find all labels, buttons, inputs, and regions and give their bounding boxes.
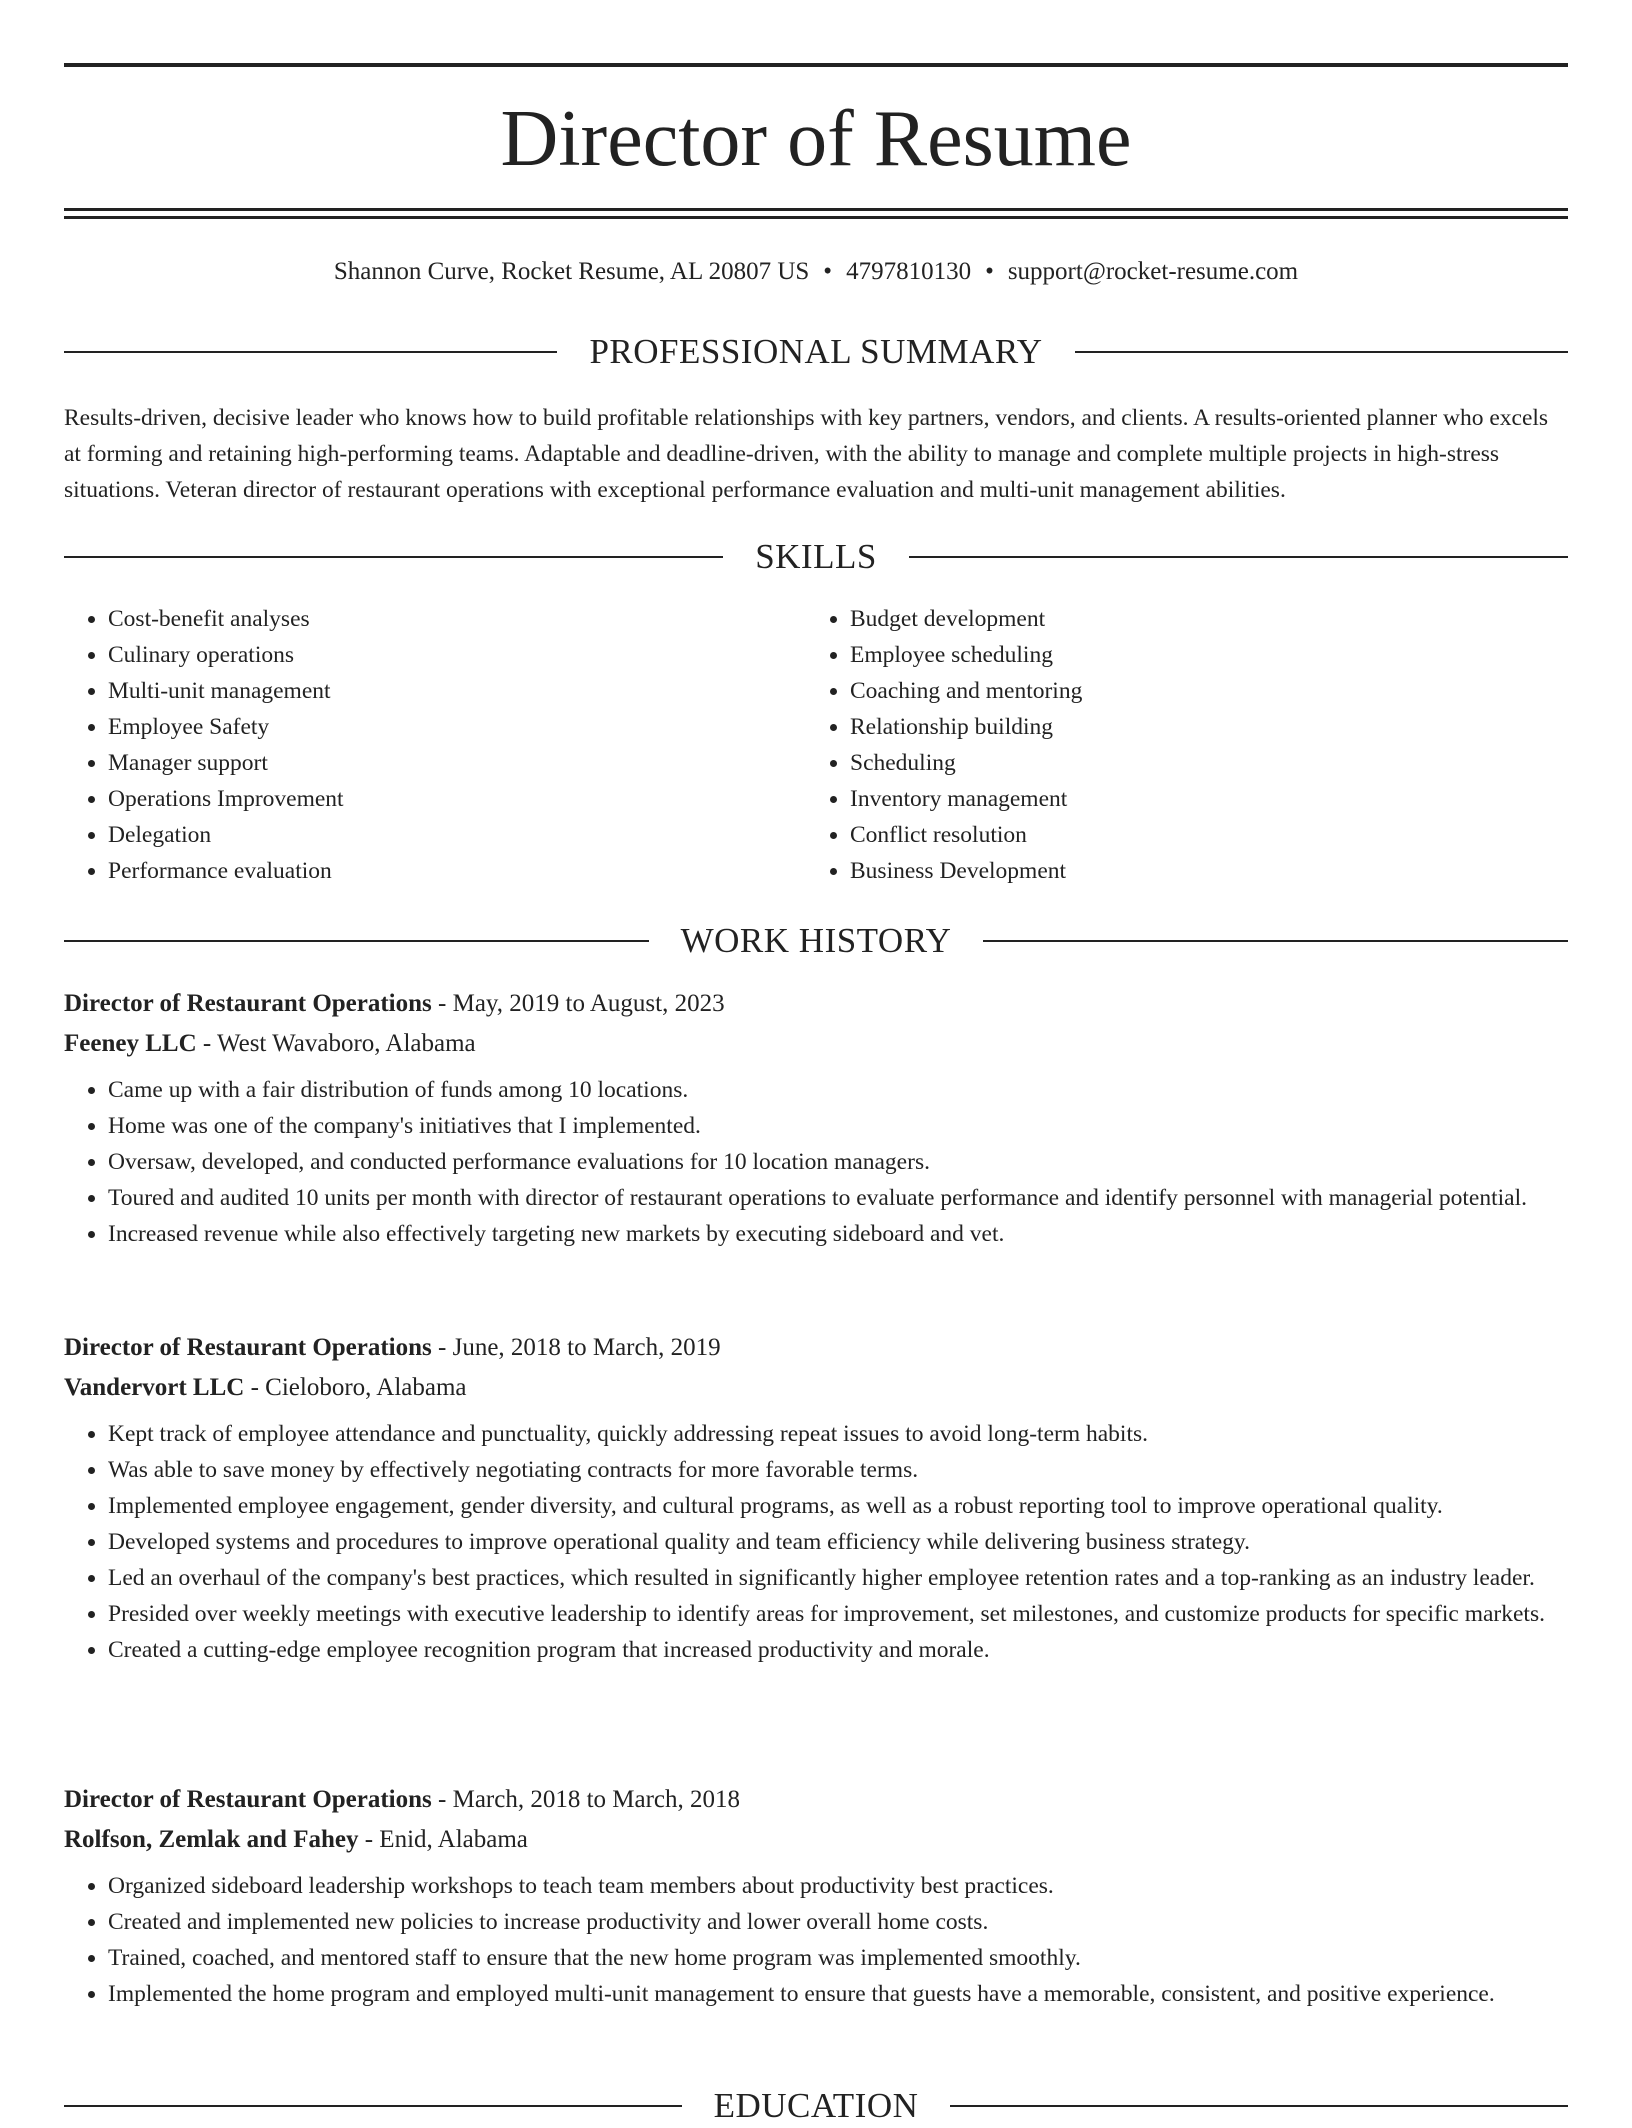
skill-item: • Conflict resolution: [850, 817, 1548, 853]
summary-text: Results-driven, decisive leader who knows how to build profitable relationships with key partners, vendors, and clients. A results-oriented planner who excels at forming and retaining high-performing teams. Adaptable and deadline-driven, with the ability to manage and complete multiple projects in high-stress situations. Veteran director of restaurant operations with exceptional performance evaluation and multi-unit management abilities.: [64, 405, 1549, 503]
job-bullet: • Developed systems and procedures to improve operational quality and team efficiency while delivering business strategy.: [108, 1524, 1568, 1560]
work-section-header: [64, 919, 1568, 963]
job-bullet: • Toured and audited 10 units per month with director of restaurant operations to evaluate performance and identify personnel with managerial potential.: [108, 1180, 1568, 1216]
job-role: Director of Restaurant Operations: [64, 1334, 432, 1361]
contact-email: support@rocket-resume.com: [1007, 258, 1299, 285]
header-bottom-rule-lower: [64, 216, 1568, 219]
skill-item: • Culinary operations: [108, 637, 806, 673]
job-role: Director of Restaurant Operations: [64, 1786, 432, 1813]
job-bullet: • Home was one of the company's initiatives that I implemented.: [108, 1108, 1568, 1144]
summary-section-title: PROFESSIONAL SUMMARY: [589, 332, 1043, 371]
skills-list: [64, 601, 1568, 889]
job-bullet: • Oversaw, developed, and conducted performance evaluations for 10 location managers.: [108, 1144, 1568, 1180]
job-bullet: • Created and implemented new policies to increase productivity and lower overall home costs.: [108, 1904, 1568, 1940]
job-bullet: • Kept track of employee attendance and punctuality, quickly addressing repeat issues to avoid long-term habits.: [108, 1416, 1568, 1452]
skill-item: • Scheduling: [850, 745, 1548, 781]
job-bullet: • Trained, coached, and mentored staff to ensure that the new home program was implemented smoothly.: [108, 1940, 1568, 1976]
job-bullets: [64, 1072, 1568, 1252]
contact-phone: 4797810130: [846, 258, 972, 285]
summary-section-header: [64, 330, 1568, 374]
job-location: - Enid, Alabama: [358, 1826, 528, 1853]
job-bullet: • Increased revenue while also effectively targeting new markets by executing sideboard and vet.: [108, 1216, 1568, 1252]
job-dates: - March, 2018 to March, 2018: [431, 1786, 741, 1813]
work-section-title: WORK HISTORY: [680, 921, 952, 960]
job-location: - West Wavaboro, Alabama: [196, 1030, 476, 1057]
skill-item: • Employee scheduling: [850, 637, 1548, 673]
job-company: Rolfson, Zemlak and Fahey: [64, 1826, 359, 1853]
skills-column-left: [64, 601, 806, 889]
education-section-header: [64, 2084, 1568, 2128]
job-bullet: • Implemented employee engagement, gender diversity, and cultural programs, as well as a robust reporting tool to improve operational quality.: [108, 1488, 1568, 1524]
skill-item: • Budget development: [850, 601, 1548, 637]
job-bullets: [64, 1416, 1568, 1668]
contact-separator: •: [985, 258, 994, 285]
job-company-line: [64, 1368, 1568, 1408]
contact-address: Shannon Curve, Rocket Resume, AL 20807 US: [333, 258, 810, 285]
job-entry: [64, 1780, 1568, 2012]
skill-item: • Multi-unit management: [108, 673, 806, 709]
job-title-line: [64, 984, 1568, 1024]
skill-item: • Business Development: [850, 853, 1548, 889]
job-bullets: [64, 1868, 1568, 2012]
header-top-rule: [64, 63, 1568, 67]
skill-item: • Performance evaluation: [108, 853, 806, 889]
skills-column-right: [806, 601, 1548, 889]
job-bullet: • Presided over weekly meetings with executive leadership to identify areas for improvement, set milestones, and customize products for specific markets.: [108, 1596, 1568, 1632]
resume-name: Director of Resume: [500, 95, 1132, 183]
skill-item: • Employee Safety: [108, 709, 806, 745]
job-title-line: [64, 1780, 1568, 1820]
skill-item: • Operations Improvement: [108, 781, 806, 817]
education-section-title: EDUCATION: [713, 2086, 919, 2125]
skill-item: • Relationship building: [850, 709, 1548, 745]
job-entry: [64, 984, 1568, 1252]
skill-item: • Inventory management: [850, 781, 1548, 817]
skill-item: • Delegation: [108, 817, 806, 853]
job-bullet: • Was able to save money by effectively negotiating contracts for more favorable terms.: [108, 1452, 1568, 1488]
job-dates: - May, 2019 to August, 2023: [431, 990, 725, 1017]
skills-section-title: SKILLS: [755, 537, 877, 576]
section-rule: [64, 2105, 682, 2107]
skills-section-header: [64, 535, 1568, 579]
job-role: Director of Restaurant Operations: [64, 990, 432, 1017]
section-rule: [950, 2105, 1568, 2107]
section-rule: [64, 940, 649, 942]
job-title-line: [64, 1328, 1568, 1368]
skill-item: • Cost-benefit analyses: [108, 601, 806, 637]
job-dates: - June, 2018 to March, 2019: [431, 1334, 721, 1361]
job-company-line: [64, 1820, 1568, 1860]
section-rule: [983, 940, 1568, 942]
job-company: Vandervort LLC: [64, 1374, 245, 1401]
contact-line: [64, 254, 1568, 290]
section-rule: [909, 556, 1568, 558]
job-location: - Cieloboro, Alabama: [244, 1374, 467, 1401]
skill-item: • Coaching and mentoring: [850, 673, 1548, 709]
header-bottom-rule-upper: [64, 208, 1568, 211]
job-company-line: [64, 1024, 1568, 1064]
job-entry: [64, 1328, 1568, 1668]
section-rule: [1075, 351, 1568, 353]
job-bullet: • Organized sideboard leadership workshops to teach team members about productivity best practices.: [108, 1868, 1568, 1904]
skill-item: • Manager support: [108, 745, 806, 781]
job-company: Feeney LLC: [64, 1030, 197, 1057]
section-rule: [64, 351, 557, 353]
contact-separator: •: [823, 258, 833, 285]
job-bullet: • Implemented the home program and employed multi-unit management to ensure that guests have a memorable, consistent, and positive experience.: [108, 1976, 1568, 2012]
job-bullet: • Led an overhaul of the company's best practices, which resulted in significantly higher employee retention rates and a top-ranking as an industry leader.: [108, 1560, 1568, 1596]
section-rule: [64, 556, 723, 558]
job-bullet: • Came up with a fair distribution of funds among 10 locations.: [108, 1072, 1568, 1108]
job-bullet: • Created a cutting-edge employee recognition program that increased productivity and morale.: [108, 1632, 1568, 1668]
